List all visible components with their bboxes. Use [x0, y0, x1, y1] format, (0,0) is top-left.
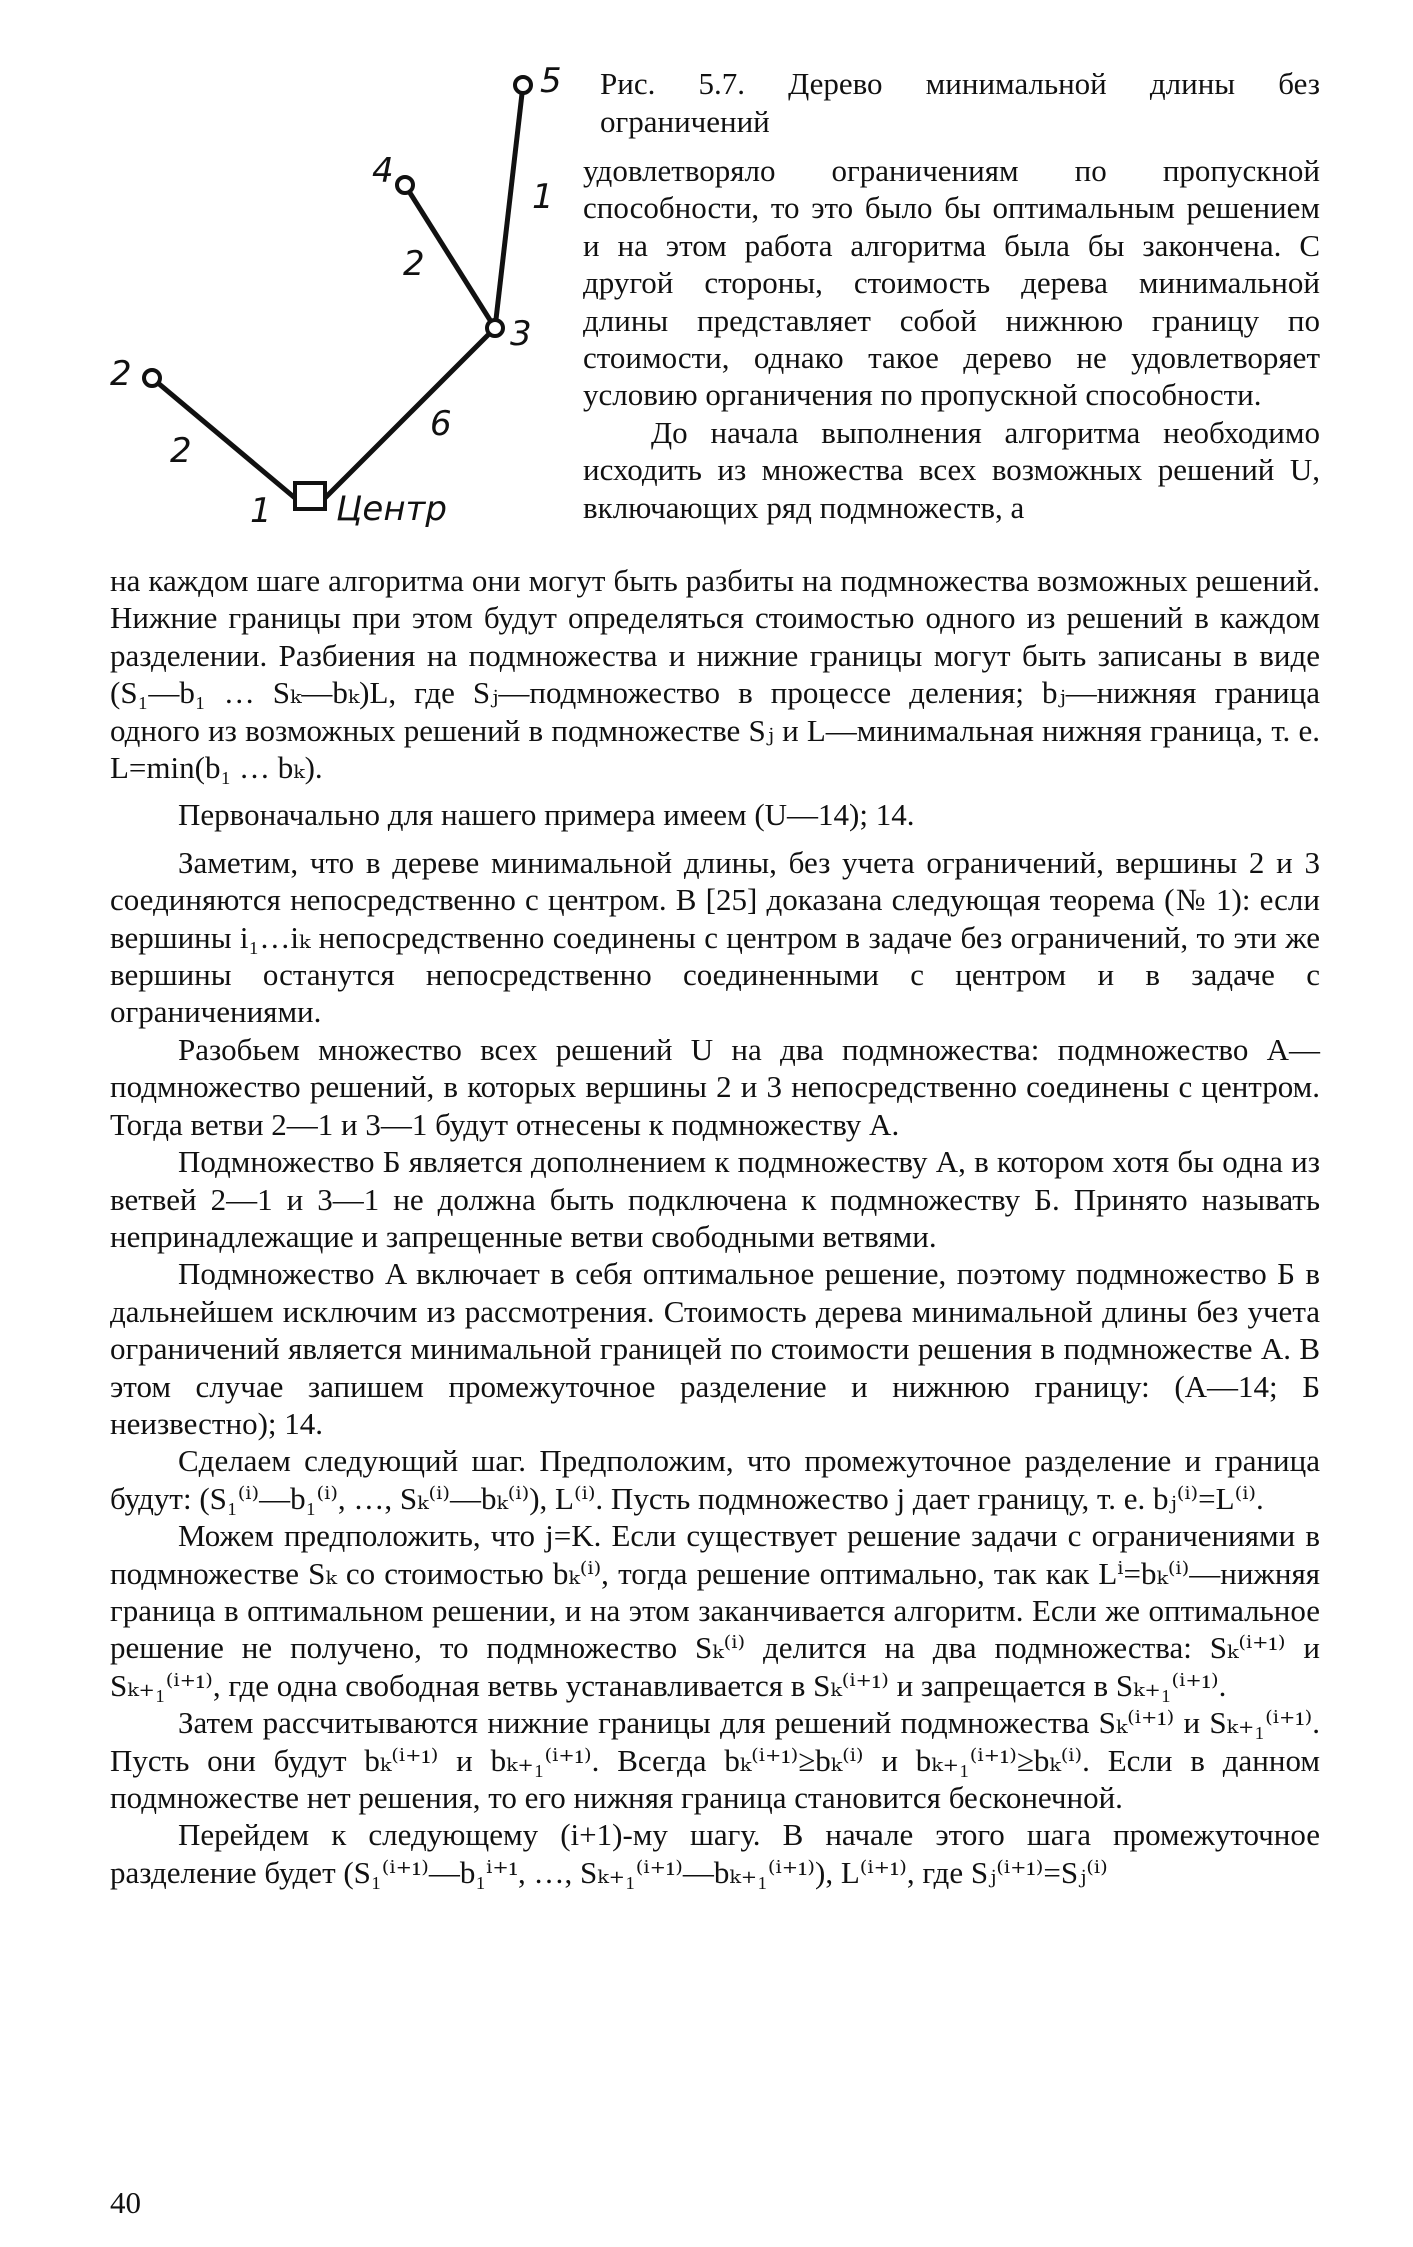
node-5 — [515, 77, 531, 93]
node-3 — [487, 320, 503, 336]
edge-5-3 — [495, 85, 523, 328]
node-3-label: 3 — [510, 314, 532, 354]
side-paragraph: До начала выполнения алгоритма необходимо исходить из множества всех возможных решений U, включающих ряд подмножеств, а — [583, 414, 1320, 525]
center-label: Центр — [336, 489, 447, 529]
node-1-label: 1 — [250, 491, 272, 531]
main-paragraph: Можем предположить, что j=K. Если существует решение задачи с ограничениями в подмножестве Sₖ со стоимостью bₖ⁽ⁱ⁾, тогда решение оптимально, так как Lⁱ=bₖ⁽ⁱ⁾—нижняя граница в оптимальном решении, и на этом заканчивается алгоритм. Если же оптимальное решение не получено, то подмножество Sₖ⁽ⁱ⁾ делится на два подмножества: Sₖ⁽ⁱ⁺¹⁾ и Sₖ₊₁⁽ⁱ⁺¹⁾, где одна свободная ветвь устанавливается в Sₖ⁽ⁱ⁺¹⁾ и запрещается в Sₖ₊₁⁽ⁱ⁺¹⁾. — [110, 1518, 1320, 1703]
node-5-label: 5 — [540, 61, 562, 101]
main-paragraph: Первоначально для нашего примера имеем (U—14); 14. — [178, 797, 915, 833]
edge-5-3-weight: 1 — [532, 177, 554, 217]
node-4 — [397, 177, 413, 193]
main-paragraph: Перейдем к следующему (i+1)-му шагу. В начале этого шага промежуточное разделение будет (S₁⁽ⁱ⁺¹⁾—b₁ⁱ⁺¹, …, Sₖ₊₁⁽ⁱ⁺¹⁾—bₖ₊₁⁽ⁱ⁺¹⁾), L⁽ⁱ⁺¹⁾, где Sⱼ⁽ⁱ⁺¹⁾=Sⱼ⁽ⁱ⁾ — [110, 1817, 1320, 1890]
figure-caption: Рис. 5.7. Дерево минимальной длины без ограничений — [600, 66, 1320, 139]
side-paragraph: удовлетворяло ограничениям по пропускной способности, то это было бы оптимальным решением и на этом работа алгоритма была бы закончена. С другой стороны, стоимость дерева минимальной длины представляет собой нижнюю границу по стоимости, однако такое дерево не удовлетворяет условию органичения по пропускной способности. — [583, 153, 1320, 413]
main-paragraph: Заметим, что в дереве минимальной длины, без учета ограничений, вершины 2 и 3 соединяются непосредственно с центром. В [25] доказана следующая теорема (№ 1): если вершины i₁…iₖ непосредственно соединены с центром в задаче без ограничений, то эти же вершины останутся непосредственно соединенными с центром и в задаче с ограничениями. — [110, 844, 1320, 1030]
node-2 — [144, 370, 160, 386]
main-paragraph: Затем рассчитываются нижние границы для решений подмножества Sₖ⁽ⁱ⁺¹⁾ и Sₖ₊₁⁽ⁱ⁺¹⁾. Пусть они будут bₖ⁽ⁱ⁺¹⁾ и bₖ₊₁⁽ⁱ⁺¹⁾. Всегда bₖ⁽ⁱ⁺¹⁾≥bₖ⁽ⁱ⁾ и bₖ₊₁⁽ⁱ⁺¹⁾≥bₖ⁽ⁱ⁾. Если в данном подмножестве нет решения, то его нижняя граница становится бесконечной. — [110, 1705, 1320, 1815]
main-paragraph: Разобьем множество всех решений U на два подмножества: подмножество A—подмножество решений, в которых вершины 2 и 3 непосредственно соединены с центром. Тогда ветви 2—1 и 3—1 будут отнесены к подмножеству A. — [110, 1031, 1320, 1142]
node-4-label: 4 — [372, 151, 394, 191]
edge-3-1 — [325, 328, 495, 498]
main-paragraph: на каждом шаге алгоритма они могут быть разбиты на подмножества возможных решений. Нижние границы при этом будут определяться стоимостью одного из решений в каждом разделении. Разбиения на подмножества и нижние границы могут быть записаны в виде (S₁—b₁ … Sₖ—bₖ)L, где Sⱼ—подмножество в процессе деления; bⱼ—нижняя граница одного из возможных решений в подмножестве Sⱼ и L—минимальная нижняя граница, т. е. L=min(b₁ … bₖ). — [110, 563, 1320, 786]
edge-2-1-weight: 2 — [170, 431, 192, 471]
side-text — [583, 152, 1320, 526]
tree-diagram — [100, 60, 580, 580]
page-number: 40 — [110, 2185, 141, 2220]
edge-4-3-weight: 2 — [403, 244, 425, 284]
edge-3-1-weight: 6 — [430, 404, 452, 444]
main-paragraph: Подмножество Б является дополнением к подмножеству A, в котором хотя бы одна из ветвей 2—1 и 3—1 не должна быть подключена к подмножеству Б. Принято называть непринадлежащие и запрещенные ветви свободными ветвями. — [110, 1144, 1320, 1254]
node-2-label: 2 — [110, 354, 132, 394]
main-paragraph: Сделаем следующий шаг. Предположим, что промежуточное разделение и граница будут: (S₁⁽ⁱ⁾—b₁⁽ⁱ⁾, …, Sₖ⁽ⁱ⁾—bₖ⁽ⁱ⁾), L⁽ⁱ⁾. Пусть подмножество j дает границу, т. е. bⱼ⁽ⁱ⁾=L⁽ⁱ⁾. — [110, 1443, 1320, 1516]
center-node — [295, 483, 325, 509]
main-text — [110, 562, 1320, 1891]
main-paragraph: Подмножество A включает в себя оптимальное решение, поэтому подмножество Б в дальнейшем исключим из рассмотрения. Стоимость дерева минимальной длины без учета ограничений является минимальной границей по стоимости решения в подмножестве A. В этом случае запишем промежуточное разделение и нижнюю границу: (A—14; Б неизвестно); 14. — [110, 1256, 1320, 1441]
